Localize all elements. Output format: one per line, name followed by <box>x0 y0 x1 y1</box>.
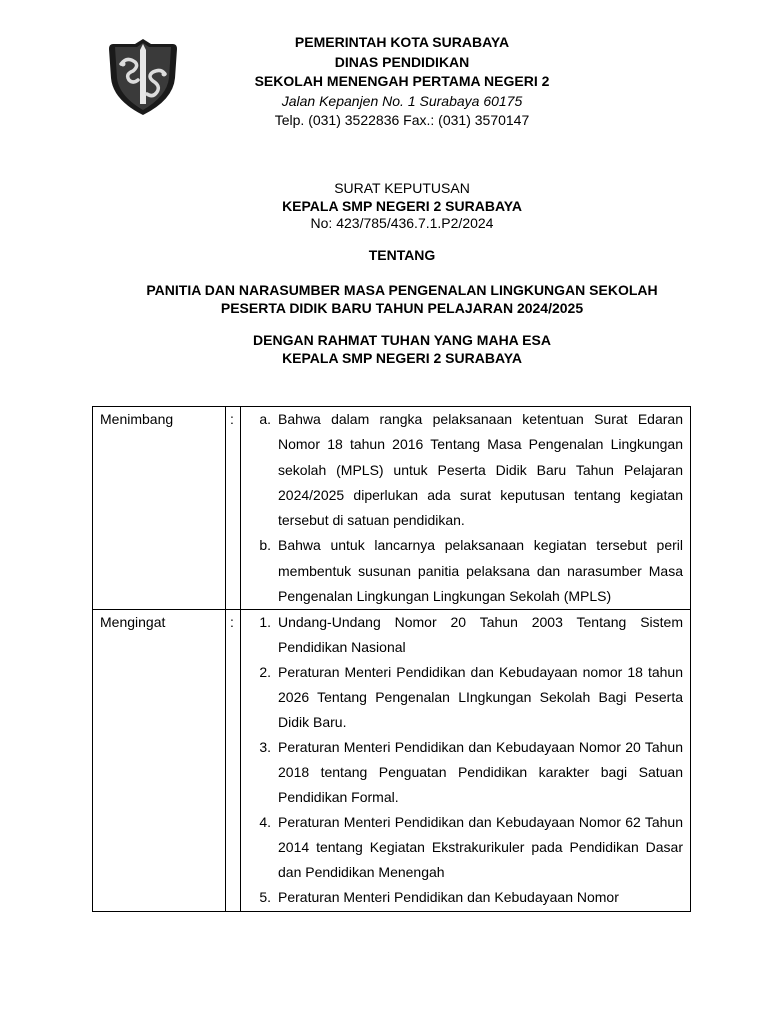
decree-heading <box>0 180 768 233</box>
letterhead-government: PEMERINTAH KOTA SURABAYA <box>294 34 510 50</box>
row-content <box>241 610 691 911</box>
table-row-mengingat <box>93 610 691 911</box>
decree-title: SURAT KEPUTUSAN <box>334 180 470 196</box>
list-item <box>241 407 683 533</box>
row-colon: : <box>226 407 241 610</box>
list-item <box>241 610 683 660</box>
letterhead-school: SEKOLAH MENENGAH PERTAMA NEGERI 2 <box>254 73 550 89</box>
list-item <box>241 810 683 885</box>
list-marker: 1. <box>259 614 271 631</box>
list-marker: 2. <box>259 664 271 681</box>
list-marker: b. <box>259 537 271 554</box>
list-item <box>241 735 683 810</box>
list-text: Bahwa untuk lancarnya pelaksanaan kegiatan tersebut peril membentuk susunan panitia pelaksana dan narasumber Masa Pengenalan Lingkungan Lingkungan Sekolah (MPLS) <box>278 537 683 605</box>
city-crest-logo <box>107 38 179 116</box>
list-text: Peraturan Menteri Pendidikan dan Kebudayaan Nomor 62 Tahun 2014 tentang Kegiatan Ekstrakurikuler pada Pendidikan Dasar dan Pendidikan Menengah <box>278 814 683 881</box>
row-colon: : <box>226 610 241 911</box>
list-text: Peraturan Menteri Pendidikan dan Kebudayaan nomor 18 tahun 2026 Tentang Pengenalan LIngkungan Sekolah Bagi Peserta Didik Baru. <box>278 664 683 731</box>
list-text: Bahwa dalam rangka pelaksanaan ketentuan Surat Edaran Nomor 18 tahun 2016 Tentang Masa Pengenalan Lingkungan sekolah (MPLS) untuk Peserta Didik Baru Tahun Pelajaran 2024/2025 diperlukan ada surat keputusan tentang kegiatan tersebut di satuan pendidikan. <box>278 411 683 529</box>
decree-subject-line2: PESERTA DIDIK BARU TAHUN PELAJARAN 2024/2025 <box>220 299 584 316</box>
list-text: Peraturan Menteri Pendidikan dan Kebudayaan Nomor <box>278 889 619 906</box>
decree-subject <box>0 282 768 317</box>
decree-blessing-line2: KEPALA SMP NEGERI 2 SURABAYA <box>282 349 522 366</box>
letterhead-department: DINAS PENDIDIKAN <box>334 53 470 70</box>
list-item <box>241 885 683 910</box>
list-item <box>241 533 683 609</box>
list-text: Undang-Undang Nomor 20 Tahun 2003 Tentang Sistem Pendidikan Nasional <box>278 614 683 656</box>
letterhead-phone: Telp. (031) 3522836 Fax.: (031) 3570147 <box>274 112 530 128</box>
list-marker: 5. <box>259 889 271 906</box>
row-content <box>241 407 691 610</box>
row-label: Menimbang <box>93 407 226 610</box>
list-marker: a. <box>259 411 271 427</box>
row-label: Mengingat <box>93 610 226 911</box>
list-item <box>241 660 683 735</box>
decree-number: No: 423/785/436.7.1.P2/2024 <box>310 215 494 231</box>
table-row-menimbang <box>93 407 691 610</box>
letterhead-address: Jalan Kepanjen No. 1 Surabaya 60175 <box>281 92 523 109</box>
list-marker: 4. <box>259 814 271 831</box>
decree-about: TENTANG <box>368 247 436 263</box>
decree-issuer: KEPALA SMP NEGERI 2 SURABAYA <box>282 197 522 214</box>
list-text: Peraturan Menteri Pendidikan dan Kebudayaan Nomor 20 Tahun 2018 tentang Penguatan Pendidikan karakter bagi Satuan Pendidikan Formal. <box>278 739 683 806</box>
considerations-table <box>92 406 691 912</box>
decree-blessing <box>0 332 768 367</box>
decree-subject-line1: PANITIA DAN NARASUMBER MASA PENGENALAN LINGKUNGAN SEKOLAH <box>146 282 658 298</box>
decree-blessing-line1: DENGAN RAHMAT TUHAN YANG MAHA ESA <box>253 332 551 348</box>
list-marker: 3. <box>259 739 271 756</box>
letterhead <box>200 33 604 131</box>
